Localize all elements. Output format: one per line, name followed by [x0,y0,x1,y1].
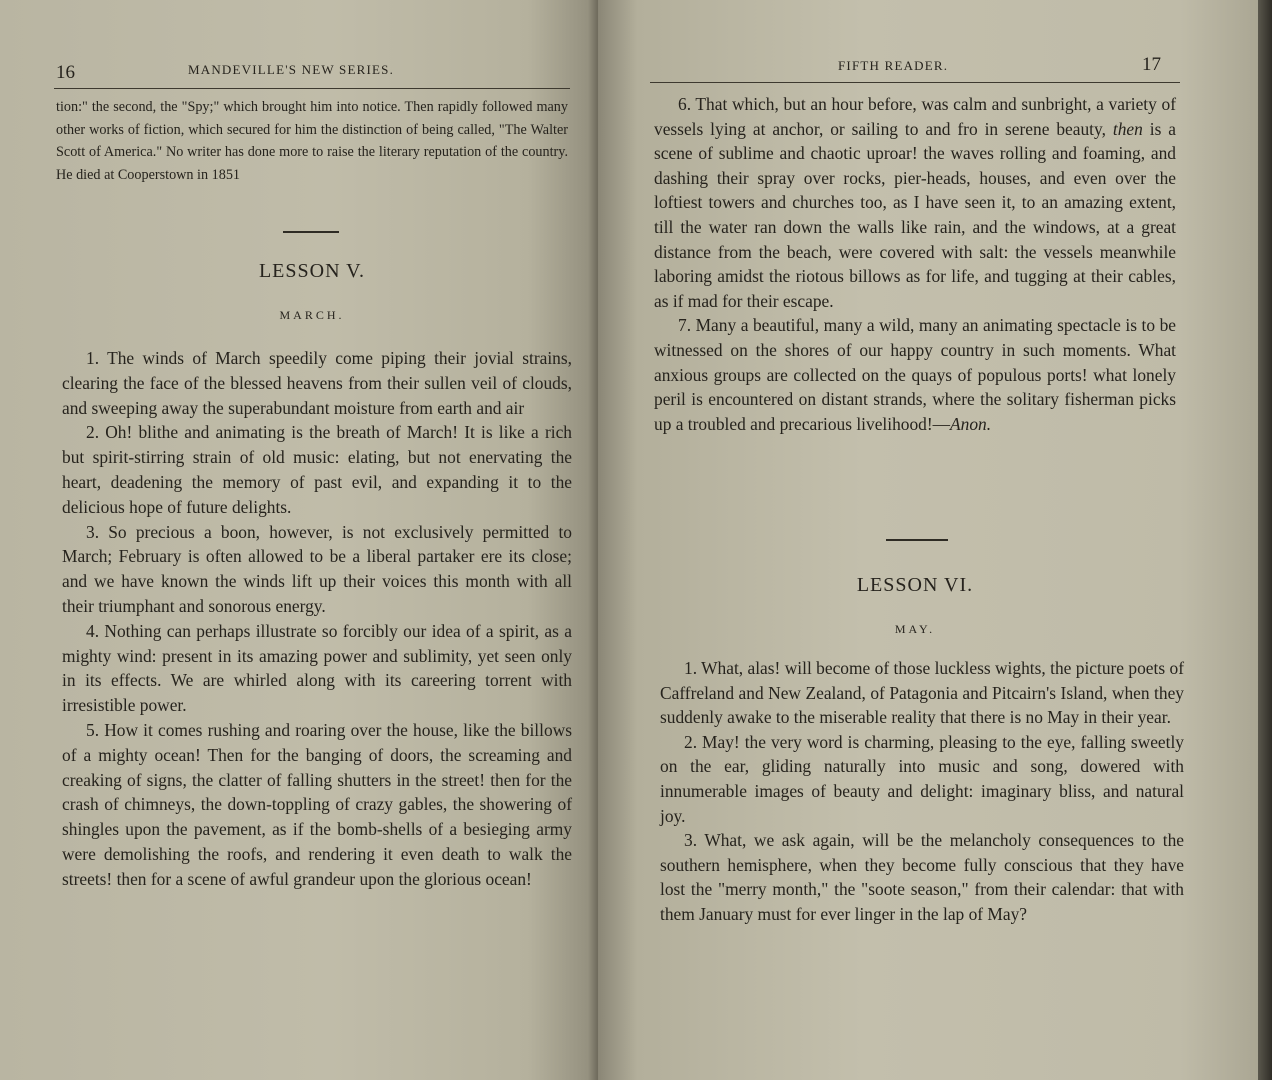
emphasis-then: then [1112,118,1143,139]
lesson-v-paragraph-6: 6. That which, but an hour before, was calm and sunbright, a variety of vessels lying at anchor, or sailing to and fro in serene beauty, then is a scene of sublime and chaotic uproar! the waves rolling and foaming, and dashing their spray over rocks, pier-heads, houses, and even over the loftiest towers and churches too, as I have seen it, to an amazing extent, till the water ran down the walls like rain, and the windows, at a great distance from the beach, were covered with salt: the vessels meanwhile laboring amidst the riotous billows as for life, and tugging at their cables, as if mad for their escape. [654,94,1176,311]
lesson-v-paragraph-5: 5. How it comes rushing and roaring over the house, like the billows of a mighty ocean! Then for the banging of doors, the screaming and creaking of signs, the clatter of falling shutters in the street! then for the crash of chimneys, the down-toppling of crazy gables, the showering of shingles upon the pavement, as if the bomb-shells of a besieging army were demolishing the roofs, and rendering it even death to walk the streets! then for a scene of awful grandeur upon the glorious ocean! [62,719,572,889]
lesson-v-body [62,346,572,892]
lesson-vi-paragraph-2: 2. May! the very word is charming, pleasing to the eye, falling sweetly on the ear, gliding naturally into music and song, dowered with innumerable images of beauty and delight: imaginary bliss, and natural joy. [660,731,1184,826]
left-carryover-text [56,96,568,186]
lesson-vi-body [660,656,1184,927]
left-page [0,0,600,1080]
author-attribution: Anon. [950,413,992,434]
lesson-v-continued-body [654,92,1176,436]
lesson-v-title: LESSON V. [258,260,366,282]
lesson-v-subtitle: MARCH. [279,308,345,322]
right-page [598,0,1260,1080]
left-running-head: MANDEVILLE'S NEW SERIES. [188,62,395,77]
lesson-v-paragraph-7: 7. Many a beautiful, many a wild, many an animating spectacle is to be witnessed on the shores of our happy country in such moments. What anxious groups are collected on the quays of populous ports! what lonely peril is encountered on distant strands, where the solitary fisherman picks up a troubled and precarious livelihood!—Anon. [654,315,1176,434]
section-divider [283,231,339,233]
carryover-paragraph: tion:" the second, the "Spy;" which brought him into notice. Then rapidly followed many other works of fiction, which secured for him the distinction of being called, "The Walter Scott of America." No writer has done more to raise the literary reputation of the country. He died at Cooperstown in 1851 [56,99,568,183]
lesson-v-paragraph-1: 1. The winds of March speedily come piping their jovial strains, clearing the face of the blessed heavens from their sullen veil of clouds, and sweeping away the superabundant moisture from earth and air [62,348,572,418]
lesson-vi-title: LESSON VI. [856,574,974,596]
section-divider [886,539,948,541]
left-page-number: 16 [56,62,75,83]
lesson-vi-paragraph-3: 3. What, we ask again, will be the melancholy consequences to the southern hemisphere, when they become fully conscious that they have lost the "merry month," the "soote season," from their calendar: that with them January must for ever linger in the lap of May? [660,830,1184,924]
right-page-number: 17 [1142,54,1161,75]
lesson-vi-subtitle: MAY. [894,622,936,636]
lesson-v-paragraph-2: 2. Oh! blithe and animating is the breath of March! It is like a rich but spirit-stirring strain of old music: elating, but not enervating the heart, deadening the memory of past evil, and expanding it to the delicious hope of future delights. [62,422,572,517]
right-running-head: FIFTH READER. [838,58,949,73]
book-cover-edge [1258,0,1272,1080]
lesson-vi-paragraph-1: 1. What, alas! will become of those luckless wights, the picture poets of Caffreland and New Zealand, of Patagonia and Pitcairn's Island, when they suddenly awake to the miserable reality that there is no May in their year. [660,658,1184,728]
left-header-rule [54,88,570,89]
right-header-rule [650,82,1180,83]
lesson-v-paragraph-4: 4. Nothing can perhaps illustrate so forcibly our idea of a spirit, as a mighty wind: present in its amazing power and sublimity, yet seen only in its effects. We are whirled along with its careering torrent with irresistible power. [62,620,572,716]
lesson-v-paragraph-3: 3. So precious a boon, however, is not exclusively permitted to March; February is often allowed to be a liberal partaker ere its close; and we have known the winds lift up their voices this month with all their triumphant and sonorous energy. [62,521,572,616]
